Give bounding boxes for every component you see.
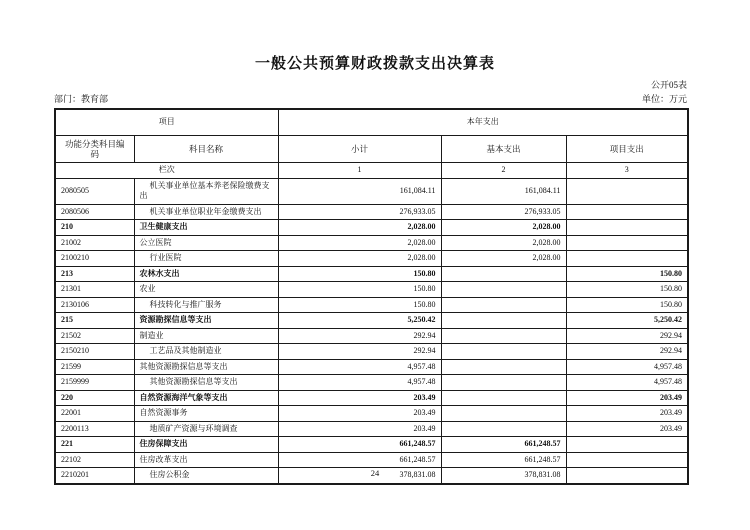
row-name-cell: 工艺品及其他制造业 (134, 344, 278, 360)
table-row (55, 313, 688, 329)
row-subtotal-cell: 2,028.00 (278, 251, 441, 267)
row-subtotal-cell: 150.80 (278, 297, 441, 313)
row-basic-cell: 2,028.00 (441, 251, 566, 267)
row-project-cell: 203.49 (566, 421, 688, 437)
row-name-cell: 制造业 (134, 328, 278, 344)
row-name-cell: 地质矿产资源与环境调查 (134, 421, 278, 437)
row-name-cell: 农业 (134, 282, 278, 298)
header-group-item: 项目 (55, 109, 278, 136)
row-subtotal-cell: 161,084.11 (278, 178, 441, 204)
row-project-cell: 150.80 (566, 282, 688, 298)
row-name-cell: 自然资源海洋气象等支出 (134, 390, 278, 406)
row-basic-cell (441, 375, 566, 391)
row-subtotal-cell: 4,957.48 (278, 375, 441, 391)
row-code-cell: 2080505 (55, 178, 134, 204)
header-col-name: 科目名称 (134, 136, 278, 163)
row-basic-cell: 661,248.57 (441, 437, 566, 453)
table-row (55, 375, 688, 391)
row-code-cell: 2159999 (55, 375, 134, 391)
row-name-cell: 机关事业单位职业年金缴费支出 (134, 204, 278, 220)
row-project-cell: 203.49 (566, 406, 688, 422)
row-name-cell: 公立医院 (134, 235, 278, 251)
row-basic-cell (441, 421, 566, 437)
row-basic-cell (441, 266, 566, 282)
row-basic-cell (441, 359, 566, 375)
row-subtotal-cell: 203.49 (278, 390, 441, 406)
table-row (55, 344, 688, 360)
row-project-cell: 150.80 (566, 266, 688, 282)
row-name-cell: 住房改革支出 (134, 452, 278, 468)
row-subtotal-cell: 2,028.00 (278, 220, 441, 236)
row-basic-cell: 2,028.00 (441, 235, 566, 251)
row-basic-cell (441, 297, 566, 313)
header-columns-row (55, 136, 688, 163)
row-project-cell: 292.94 (566, 328, 688, 344)
row-basic-cell: 378,831.08 (441, 468, 566, 484)
header-group-current-year: 本年支出 (278, 109, 688, 136)
row-name-cell: 行业医院 (134, 251, 278, 267)
header-index-label: 栏次 (55, 163, 278, 179)
row-name-cell: 资源勘探信息等支出 (134, 313, 278, 329)
row-code-cell: 2080506 (55, 204, 134, 220)
row-subtotal-cell: 276,933.05 (278, 204, 441, 220)
row-subtotal-cell: 661,248.57 (278, 437, 441, 453)
row-name-cell: 机关事业单位基本养老保险缴费支出 (134, 178, 278, 204)
row-basic-cell: 276,933.05 (441, 204, 566, 220)
row-project-cell (566, 204, 688, 220)
table-row (55, 437, 688, 453)
table-row (55, 297, 688, 313)
row-project-cell: 292.94 (566, 344, 688, 360)
department-label: 部门：教育部 (54, 94, 109, 104)
header-index-3: 3 (566, 163, 688, 179)
row-basic-cell (441, 282, 566, 298)
row-project-cell: 4,957.48 (566, 375, 688, 391)
table-row (55, 406, 688, 422)
table-row (55, 452, 688, 468)
table-row (55, 390, 688, 406)
row-code-cell: 221 (55, 437, 134, 453)
row-basic-cell (441, 328, 566, 344)
table-body (55, 178, 688, 484)
row-code-cell: 22102 (55, 452, 134, 468)
row-name-cell: 科技转化与推广服务 (134, 297, 278, 313)
row-code-cell: 22001 (55, 406, 134, 422)
unit-label: 单位：万元 (641, 94, 687, 104)
table-row (55, 282, 688, 298)
table-row (55, 204, 688, 220)
row-code-cell: 21002 (55, 235, 134, 251)
row-basic-cell (441, 313, 566, 329)
meta-line (54, 92, 687, 105)
row-code-cell: 2100210 (55, 251, 134, 267)
table-row (55, 235, 688, 251)
row-code-cell: 213 (55, 266, 134, 282)
header-col-subtotal: 小计 (278, 136, 441, 163)
row-code-cell: 2150210 (55, 344, 134, 360)
row-subtotal-cell: 292.94 (278, 328, 441, 344)
row-subtotal-cell: 5,250.42 (278, 313, 441, 329)
row-project-cell: 4,957.48 (566, 359, 688, 375)
row-basic-cell (441, 406, 566, 422)
row-name-cell: 住房保障支出 (134, 437, 278, 453)
row-code-cell: 215 (55, 313, 134, 329)
row-project-cell: 150.80 (566, 297, 688, 313)
row-project-cell (566, 452, 688, 468)
table-row (55, 178, 688, 204)
row-code-cell: 2200113 (55, 421, 134, 437)
table-row (55, 328, 688, 344)
row-name-cell: 农林水支出 (134, 266, 278, 282)
row-basic-cell: 661,248.57 (441, 452, 566, 468)
row-subtotal-cell: 661,248.57 (278, 452, 441, 468)
row-code-cell: 210 (55, 220, 134, 236)
row-name-cell: 其他资源勘探信息等支出 (134, 359, 278, 375)
row-project-cell (566, 437, 688, 453)
header-index-2: 2 (441, 163, 566, 179)
row-subtotal-cell: 378,831.08 (278, 468, 441, 484)
budget-table (54, 108, 689, 485)
row-subtotal-cell: 203.49 (278, 406, 441, 422)
row-basic-cell (441, 344, 566, 360)
table-row (55, 220, 688, 236)
header-index-1: 1 (278, 163, 441, 179)
table-row (55, 421, 688, 437)
row-basic-cell (441, 390, 566, 406)
row-project-cell (566, 251, 688, 267)
table-row (55, 251, 688, 267)
row-subtotal-cell: 292.94 (278, 344, 441, 360)
row-subtotal-cell: 4,957.48 (278, 359, 441, 375)
row-subtotal-cell: 150.80 (278, 282, 441, 298)
row-name-cell: 卫生健康支出 (134, 220, 278, 236)
row-code-cell: 2210201 (55, 468, 134, 484)
row-basic-cell: 2,028.00 (441, 220, 566, 236)
table-row (55, 266, 688, 282)
header-col-code: 功能分类科目编码 (55, 136, 134, 163)
row-code-cell: 220 (55, 390, 134, 406)
table-row (55, 359, 688, 375)
row-name-cell: 其他资源勘探信息等支出 (134, 375, 278, 391)
row-code-cell: 2130106 (55, 297, 134, 313)
header-col-basic: 基本支出 (441, 136, 566, 163)
row-project-cell (566, 178, 688, 204)
row-name-cell: 自然资源事务 (134, 406, 278, 422)
row-subtotal-cell: 2,028.00 (278, 235, 441, 251)
header-group-row (55, 109, 688, 136)
page-title: 一般公共预算财政拨款支出决算表 (254, 56, 495, 72)
row-code-cell: 21502 (55, 328, 134, 344)
form-number-label: 公开05表 (650, 80, 687, 90)
header-col-project: 项目支出 (566, 136, 688, 163)
page-number: 24 (370, 468, 380, 478)
row-code-cell: 21301 (55, 282, 134, 298)
row-code-cell: 21599 (55, 359, 134, 375)
row-subtotal-cell: 203.49 (278, 421, 441, 437)
row-project-cell: 5,250.42 (566, 313, 688, 329)
row-project-cell: 203.49 (566, 390, 688, 406)
row-subtotal-cell: 150.80 (278, 266, 441, 282)
header-index-row (55, 163, 688, 179)
row-project-cell (566, 235, 688, 251)
row-project-cell (566, 220, 688, 236)
row-name-cell: 住房公积金 (134, 468, 278, 484)
row-basic-cell: 161,084.11 (441, 178, 566, 204)
